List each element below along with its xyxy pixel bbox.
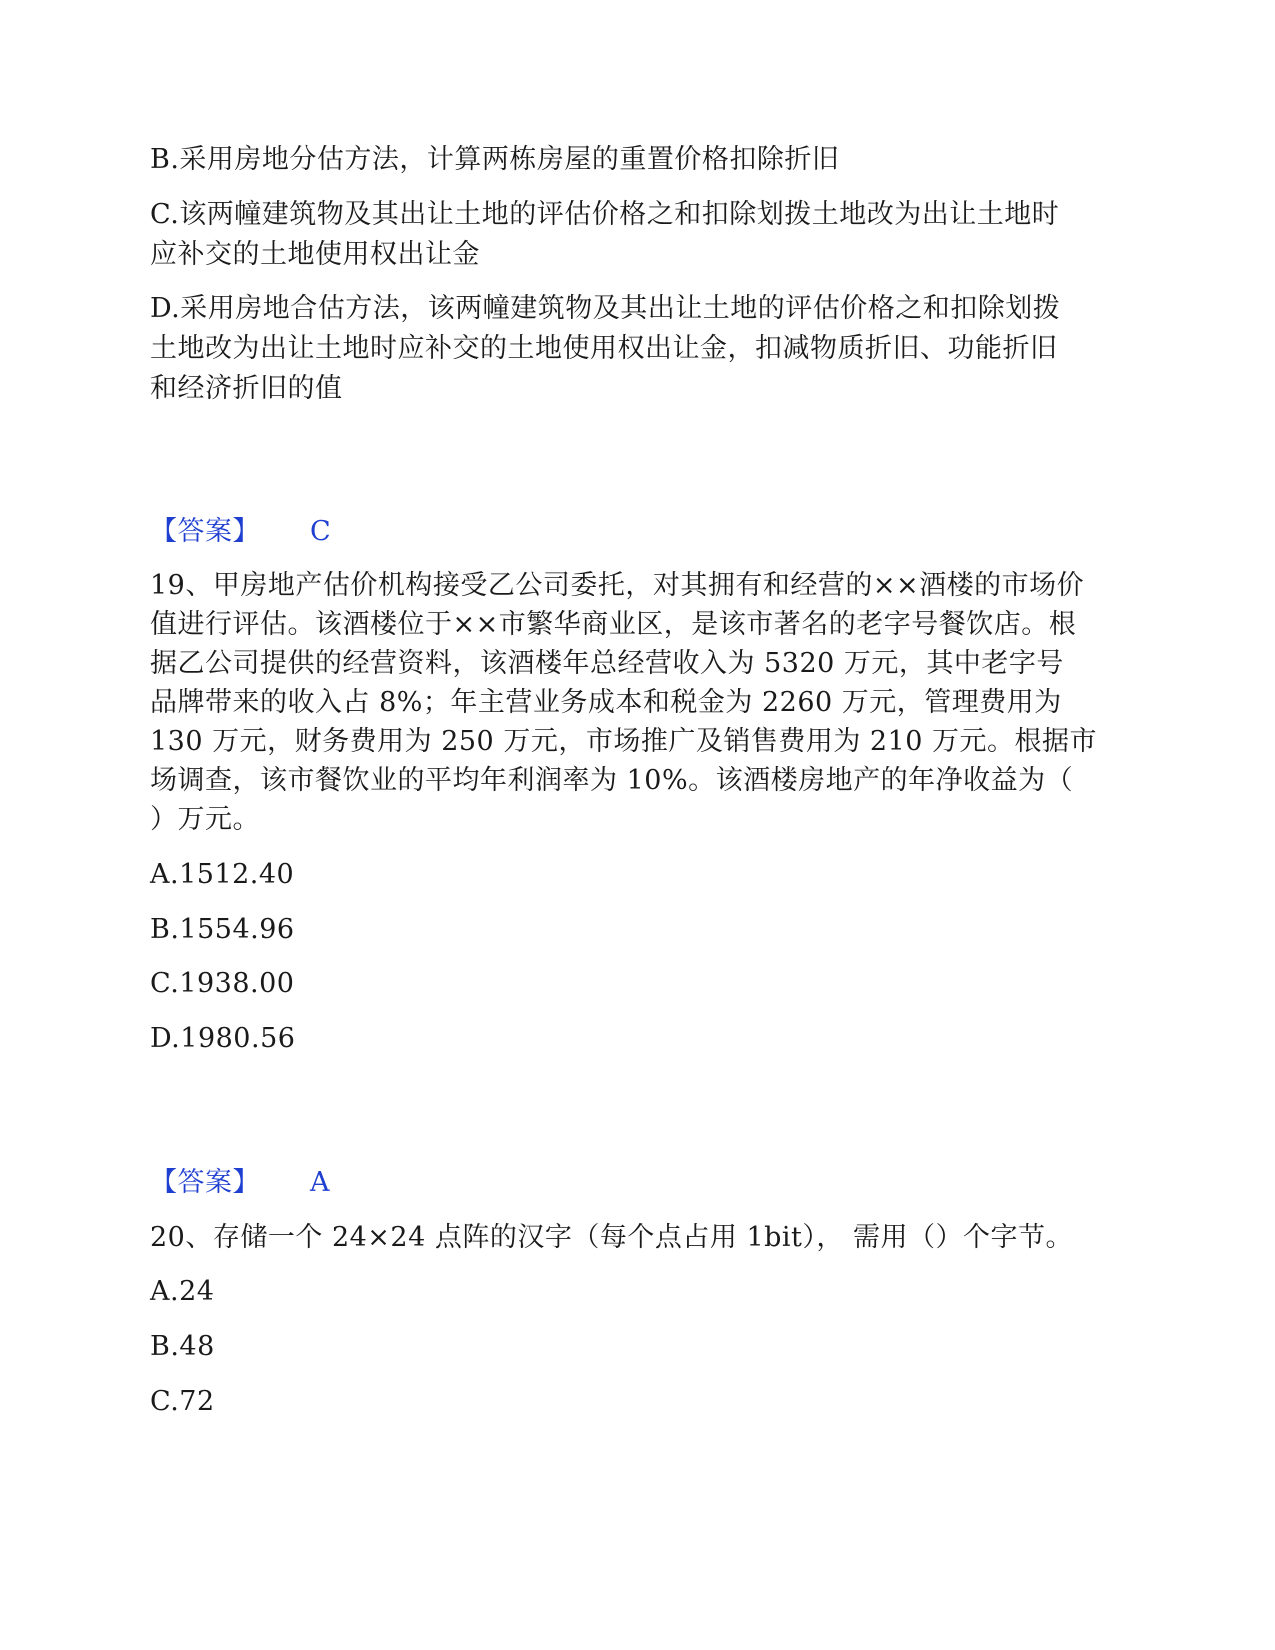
q19-stem-line-2: 值进行评估。该酒楼位于××市繁华商业区，是该市著名的老字号餐饮店。根	[150, 609, 1077, 640]
q19-option-d: D.1980.56	[150, 1023, 296, 1054]
q20-option-b: B.48	[150, 1331, 215, 1362]
q20-stem: 20、存储一个 24×24 点阵的汉字（每个点占用 1bit）， 需用（）个字节。	[150, 1222, 1073, 1253]
q20-option-c: C.72	[150, 1386, 215, 1417]
q19-stem-line-1: 19、甲房地产估价机构接受乙公司委托，对其拥有和经营的××酒楼的市场价	[150, 570, 1085, 601]
q19-option-b: B.1554.96	[150, 914, 295, 945]
option-d-line-1: D.采用房地合估方法，该两幢建筑物及其出让土地的评估价格之和扣除划拨	[150, 293, 1061, 324]
answer-value: A	[310, 1167, 330, 1198]
q20-option-a: A.24	[150, 1276, 215, 1307]
q19-stem-line-3: 据乙公司提供的经营资料，该酒楼年总经营收入为 5320 万元，其中老字号	[150, 648, 1064, 679]
option-d-line-3: 和经济折旧的值	[150, 373, 343, 404]
option-c-line-1: C.该两幢建筑物及其出让土地的评估价格之和扣除划拨土地改为出让土地时	[150, 199, 1060, 230]
q19-option-a: A.1512.40	[150, 859, 295, 890]
answer-block	[150, 512, 331, 552]
q19-option-c: C.1938.00	[150, 968, 295, 999]
q19-stem-line-4: 品牌带来的收入占 8%；年主营业务成本和税金为 2260 万元，管理费用为	[150, 687, 1062, 718]
q19-stem-line-6: 场调查，该市餐饮业的平均年利润率为 10%。该酒楼房地产的年净收益为（	[150, 765, 1074, 796]
answer-label: 【答案】	[150, 1167, 260, 1198]
q19-stem-line-5: 130 万元，财务费用为 250 万元，市场推广及销售费用为 210 万元。根据市	[150, 726, 1098, 757]
q19-answer-block	[150, 1163, 330, 1203]
option-d-line-2: 土地改为出让土地时应补交的土地使用权出让金，扣减物质折旧、功能折旧	[150, 333, 1058, 364]
answer-value: C	[310, 516, 332, 547]
q19-stem-line-7: ）万元。	[150, 804, 260, 835]
option-b: B.采用房地分估方法，计算两栋房屋的重置价格扣除折旧	[150, 144, 840, 175]
option-c-line-2: 应补交的土地使用权出让金	[150, 239, 480, 270]
answer-label: 【答案】	[150, 516, 260, 547]
